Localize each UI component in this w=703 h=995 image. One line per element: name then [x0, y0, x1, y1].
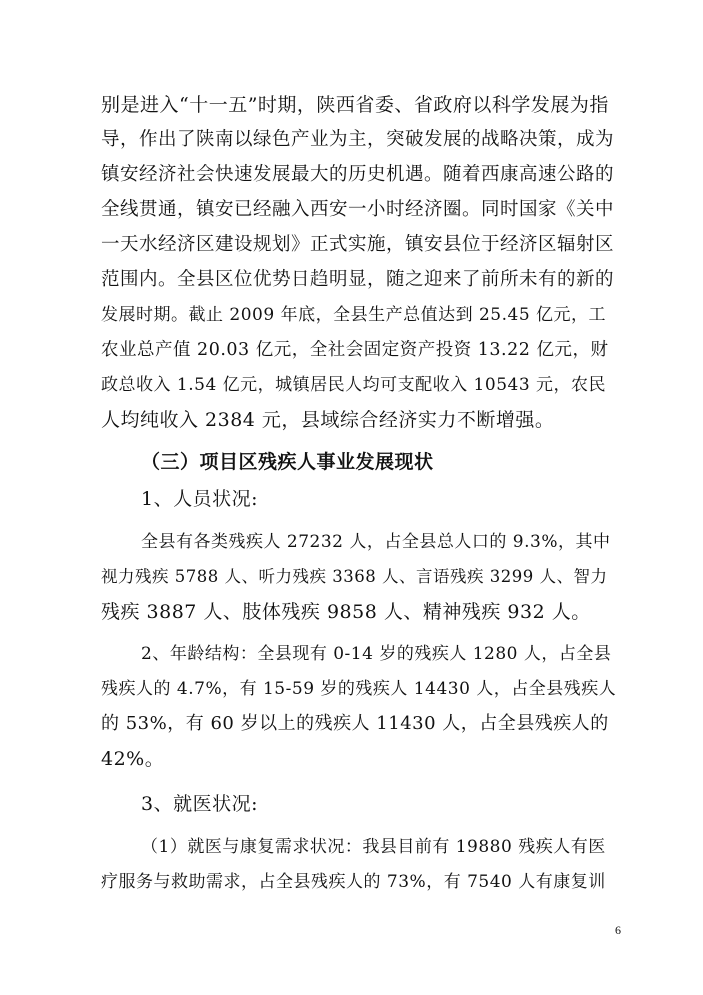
text-line: 残疾人的 4.7%，有 15-59 岁的残疾人 14430 人，占全县残疾人: [101, 679, 617, 699]
text-line: 镇安经济社会快速发展最大的历史机遇。随着西康高速公路的: [101, 164, 615, 185]
text-line: 2、年龄结构：全县现有 0-14 岁的残疾人 1280 人，占全县: [141, 644, 612, 664]
text-line: 范围内。全县区位优势日趋明显，随之迎来了前所未有的新的: [101, 269, 615, 290]
page-number: 6: [615, 923, 621, 937]
subsection-heading: 1、人员状况:: [141, 488, 258, 510]
text-line: 疗服务与救助需求，占全县残疾人的 73%，有 7540 人有康复训: [101, 872, 606, 892]
text-line: 全线贯通，镇安已经融入西安一小时经济圈。同时国家《关中: [101, 199, 615, 220]
text-line: 42%。: [101, 748, 165, 770]
subsection-heading: 3、就医状况:: [141, 793, 258, 815]
text-line: 一天水经济区建设规划》正式实施，镇安县位于经济区辐射区: [101, 234, 615, 255]
text-line: 别是进入“十一五”时期，陕西省委、省政府以科学发展为指: [101, 94, 609, 116]
text-line: 的 53%，有 60 岁以上的残疾人 11430 人，占全县残疾人的: [101, 713, 609, 734]
text-line: 发展时期。截止 2009 年底，全县生产总值达到 25.45 亿元，工: [101, 305, 607, 325]
text-line: 人均纯收入 2384 元，县域综合经济实力不断增强。: [101, 409, 555, 431]
text-line: 残疾 3887 人、肢体残疾 9858 人、精神残疾 932 人。: [101, 601, 591, 623]
text-line: 农业总产值 20.03 亿元，全社会固定资产投资 13.22 亿元，财: [101, 340, 609, 360]
text-line: 政总收入 1.54 亿元，城镇居民人均可支配收入 10543 元，农民: [101, 375, 607, 395]
text-line: （1）就医与康复需求状况：我县目前有 19880 残疾人有医: [141, 837, 606, 857]
text-line: 导，作出了陕南以绿色产业为主，突破发展的战略决策，成为: [101, 129, 615, 150]
text-line: 全县有各类残疾人 27232 人，占全县总人口的 9.3%，其中: [141, 532, 611, 552]
section-heading: （三）项目区残疾人事业发展现状: [141, 451, 434, 473]
text-line: 视力残疾 5788 人、听力残疾 3368 人、言语残疾 3299 人、智力: [101, 567, 608, 586]
